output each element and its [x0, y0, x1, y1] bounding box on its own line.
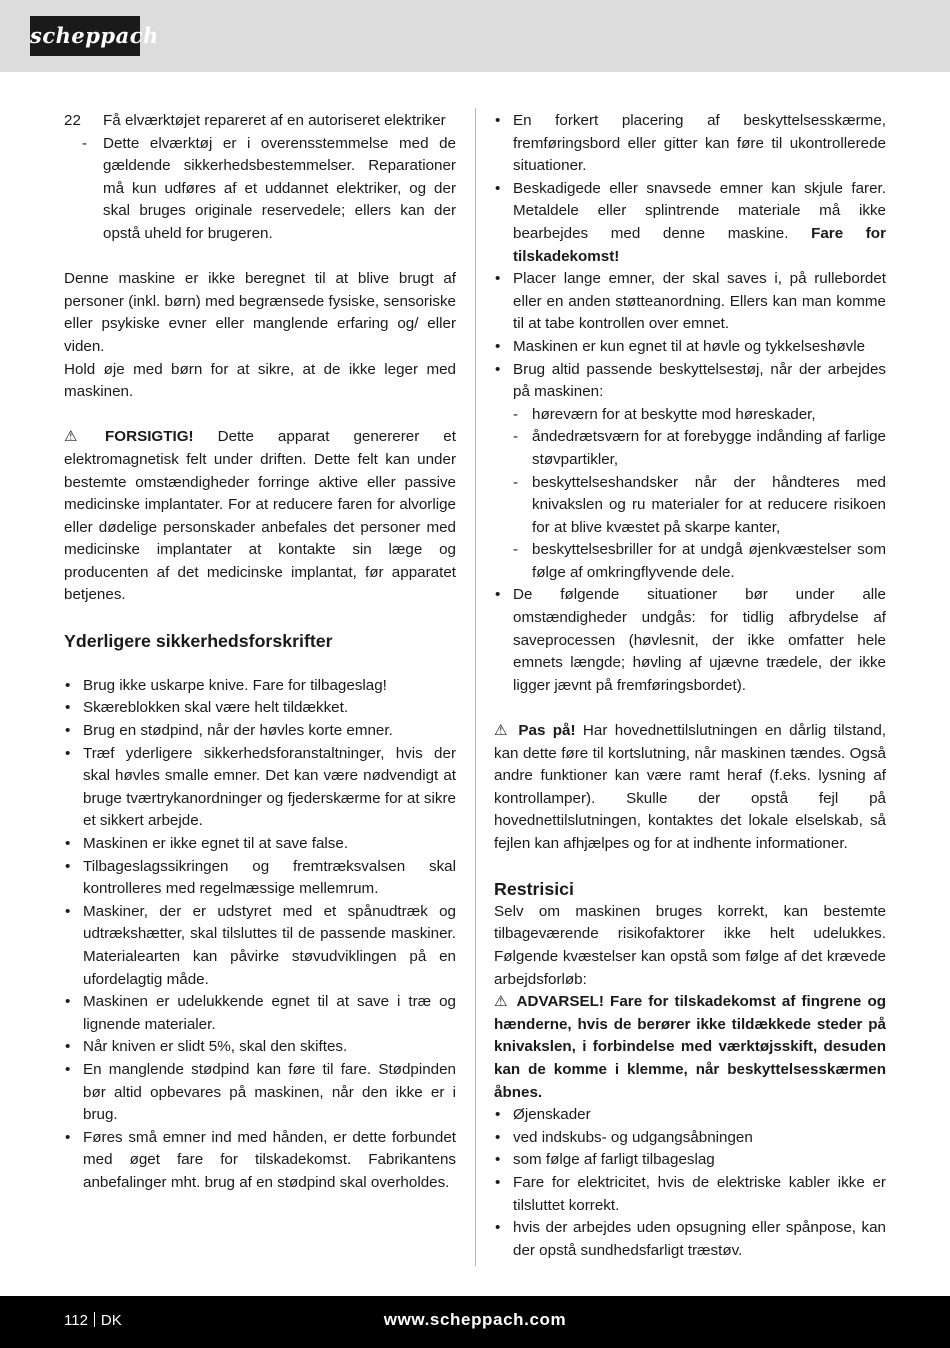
caution-label: FORSIGTIG! — [105, 428, 194, 446]
caution-paragraph — [64, 426, 456, 607]
list-item-text: Brug altid passende beskyttelsestøj, når der arbejdes på maskinen: — [513, 360, 886, 401]
list-item-text: som følge af farligt tilbageslag — [513, 1151, 715, 1169]
list-item-text: Brug en stødpind, når der høvles korte emner. — [83, 722, 393, 740]
bullet-marker: • — [65, 744, 71, 762]
list-item — [64, 856, 456, 901]
instruction-number: 22 — [64, 112, 81, 129]
bullet-marker: • — [495, 112, 501, 129]
list-item-text: Når kniven er slidt 5%, skal den skiftes. — [83, 1038, 348, 1056]
list-item-text: En manglende stødpind kan føre til fare. Stødpinden bør altid opbevares på maskinen, når den ikke er i brug. — [83, 1060, 456, 1124]
website-link[interactable]: www.scheppach.com — [383, 1310, 567, 1329]
warning-triangle-icon: ⚠ — [494, 993, 508, 1011]
warning-triangle-icon: ⚠ — [64, 428, 78, 446]
list-item — [64, 720, 456, 743]
list-item — [494, 1127, 886, 1150]
list-item — [64, 675, 456, 698]
bullet-marker: • — [495, 1128, 501, 1146]
dash-marker: - — [513, 405, 519, 423]
list-item — [494, 584, 886, 697]
scheppach-logo: scheppach — [30, 16, 140, 56]
risk-list — [494, 1104, 886, 1262]
bullet-marker: • — [495, 1106, 501, 1124]
instruction-text: Få elværktøjet repareret af en autoriseret elektriker — [103, 112, 446, 129]
sub-list-item-text: høreværn for at beskytte mod høreskader, — [532, 405, 816, 423]
page-footer — [0, 1296, 950, 1348]
list-item — [494, 110, 886, 178]
list-item-text: Placer lange emner, der skal saves i, på rullebordet eller en anden støtteanordning. Ellers kan man komme til at tabe kontrollen over emnet. — [513, 270, 886, 333]
children-paragraph: Hold øje med børn for at sikre, at de ikke leger med maskinen. — [64, 360, 456, 401]
list-item — [64, 991, 456, 1036]
dash-marker: - — [513, 428, 519, 446]
list-item — [64, 1036, 456, 1059]
dash-marker: - — [513, 541, 519, 559]
list-item — [494, 1104, 886, 1127]
list-item — [494, 336, 886, 359]
protective-gear-list — [494, 404, 886, 585]
list-item — [64, 833, 456, 856]
list-item — [494, 1172, 886, 1217]
bullet-marker: • — [65, 1128, 71, 1146]
list-item-text: Tilbageslagssikringen og fremtræksvalsen skal kontrolleres med regelmæssige mellemrum. — [83, 857, 456, 898]
section-heading: Yderligere sikkerhedsforskrifter — [64, 630, 333, 651]
dash-marker: - — [513, 473, 519, 491]
list-item-text: Skæreblokken skal være helt tildækket. — [83, 699, 349, 717]
list-item — [64, 1127, 456, 1195]
list-item — [64, 1059, 456, 1127]
warning-text: ADVARSEL! Fare for tilskadekomst af fingrene og hænderne, hvis de berører ikke tildækkede steder på knivakslen, i forbindelse med værktøjsskift, desuden kan de komme i klemme, når beskyttelsesskærmen åbnes. — [494, 993, 887, 1101]
bullet-marker: • — [495, 1219, 501, 1237]
list-item-text: Føres små emner ind med hånden, er dette forbundet med øget fare for tilskadekomst. Fabrikantens anbefalinger mht. brug af en stødpind skal overholdes. — [83, 1128, 456, 1191]
bullet-marker: • — [495, 337, 501, 355]
persons-paragraph: Denne maskine er ikke beregnet til at blive brugt af personer (inkl. børn) med begrænsede fysiske, sensoriske eller psykiske evner eller manglende erfaring og/ eller viden. — [64, 270, 456, 355]
bullet-marker: • — [65, 1038, 71, 1056]
list-item-text: Maskinen er ikke egnet til at save false. — [83, 835, 349, 852]
avoid-situations-list — [494, 584, 886, 697]
warning-triangle-icon: ⚠ — [494, 722, 508, 740]
list-item-text: En forkert placering af beskyttelsesskærme, fremføringsbord eller gitter kan føre til ukontrollerede situationer. — [513, 112, 886, 175]
sub-list-item-text: beskyttelsesbriller for at undgå øjenkvæstelser som følge af omkringflyvende dele. — [532, 541, 886, 581]
bullet-marker: • — [495, 179, 501, 197]
list-item — [494, 359, 886, 404]
language-code: DK — [100, 1312, 122, 1329]
list-item — [64, 697, 456, 720]
list-item — [494, 268, 886, 336]
attention-text: Har hovednettilslutningen en dårlig tilstand, kan dette føre til kortslutning, når maskinen tændes. Også andre funktioner kan være ramt heraf (f.eks. lysning af kontrollamper). Skulle der opstå fejl på hovednettilslutningen, kontaktes det lokale elselskab, så fejlen kan afhjælpes og for at indhente informationer. — [494, 722, 886, 852]
attention-label: Pas på! — [518, 722, 576, 740]
list-item-text: Brug ikke uskarpe knive. Fare for tilbageslag! — [83, 676, 387, 694]
list-item — [64, 901, 456, 991]
right-column — [494, 110, 886, 1262]
page-header — [0, 0, 950, 72]
injury-warning-text: Fare for tilskadekomst! — [513, 224, 886, 265]
bullet-marker: • — [65, 699, 71, 717]
residual-risks-heading: Restrisici — [494, 879, 574, 900]
attention-paragraph — [494, 720, 886, 856]
list-item-plain-text: Beskadigede eller snavsede emner kan skjule farer. Metaldele eller splintrende materiale må ikke bearbejdes med denne maskine. — [513, 179, 886, 242]
list-item-text — [513, 178, 886, 268]
caution-text: Dette apparat genererer et elektromagnetisk felt under driften. Dette felt kan under bestemte omstændigheder forringe aktive eller passive medicinske implantater. For at reducere faren for alvorlige eller dødelige personskader anbefales det personer med medicinske implantater at kontakte sin læge og producenten af det medicinske implantat, før apparatet betjenes. — [64, 428, 456, 604]
bullet-marker: • — [65, 835, 71, 852]
instruction-22 — [64, 110, 456, 133]
list-item — [64, 743, 456, 833]
list-item-text: hvis der arbejdes uden opsugning eller spånpose, kan der opstå sundhedsfarligt træstøv. — [513, 1219, 886, 1259]
list-item-text: Træf yderligere sikkerhedsforanstaltninger, hvis der skal høvles smalle emner. Det kan være nødvendigt at bruge tværtrykanordninger og fjederskærme for at sikre et sikkert arbejde. — [83, 744, 456, 830]
page-number: 112 — [64, 1312, 88, 1329]
operation-bullet-list — [494, 110, 886, 404]
list-item-text: Maskiner, der er udstyret med et spånudtræk og udtrækshætter, skal tilsluttes til de passende maskiner. Materialearten kan påvirke støvudviklingen på en ufordelagtig måde. — [83, 902, 456, 988]
warning-paragraph — [494, 991, 886, 1104]
instruction-detail-text: Dette elværktøj er i overensstemmelse med de gældende sikkerhedsbestemmelser. Reparationer må kun udføres af et uddannet elektriker, og der skal bruges originale reservedele; ellers kan der opstå uheld for brugeren. — [103, 134, 456, 242]
list-item-text: Maskinen er udelukkende egnet til at save i træ og lignende materialer. — [83, 993, 456, 1033]
list-item-text: ved indskubs- og udgangsåbningen — [513, 1128, 753, 1146]
bullet-marker: • — [495, 1173, 501, 1191]
bullet-marker: • — [65, 902, 71, 920]
list-item-text: De følgende situationer bør under alle omstændigheder undgås: for tidlig afbrydelse af saveprocessen (høvlesnit, der ikke omfatter hele emnets længde; høvling af ujævne trædele, der ikke ligger jævnt på fremføringsbordet). — [513, 586, 886, 694]
sub-list-item — [494, 472, 886, 540]
bullet-marker: • — [495, 586, 501, 604]
bullet-marker: • — [495, 360, 501, 378]
sub-list-item-text: åndedrætsværn for at forebygge indånding af farlige støvpartikler, — [532, 428, 886, 468]
safety-bullet-list — [64, 675, 456, 1195]
sub-list-item — [494, 426, 886, 471]
sub-list-item — [494, 539, 886, 584]
column-divider — [475, 108, 476, 1266]
bullet-marker: • — [65, 1060, 71, 1078]
list-item — [494, 1149, 886, 1172]
list-item-text: Fare for elektricitet, hvis de elektriske kabler ikke er tilsluttet korrekt. — [513, 1173, 886, 1214]
bullet-marker: • — [495, 1151, 501, 1169]
sub-list-item-text: beskyttelseshandsker når der håndteres med knivakslen og ru materialer for at reducere risikoen for at blive kvæstet på skarpe kanter, — [532, 473, 886, 536]
instruction-22-detail — [64, 133, 456, 246]
list-item-text: Øjenskader — [513, 1106, 591, 1124]
list-item — [494, 178, 886, 268]
bullet-marker: • — [65, 722, 71, 740]
bullet-marker: • — [65, 993, 71, 1011]
left-column — [64, 110, 456, 1195]
residual-risks-text: Selv om maskinen bruges korrekt, kan bestemte tilbageværende risikofaktorer ikke helt udelukkes. Følgende kvæstelser kan opstå som følge af det krævede arbejdsforløb: — [494, 902, 886, 988]
bullet-marker: • — [65, 857, 71, 875]
sub-list-item — [494, 404, 886, 427]
list-item — [494, 1217, 886, 1262]
list-item-text: Maskinen er kun egnet til at høvle og tykkelseshøvle — [513, 337, 866, 355]
bullet-marker: • — [65, 676, 71, 694]
bullet-marker: • — [495, 270, 501, 288]
dash-marker: - — [82, 134, 88, 152]
